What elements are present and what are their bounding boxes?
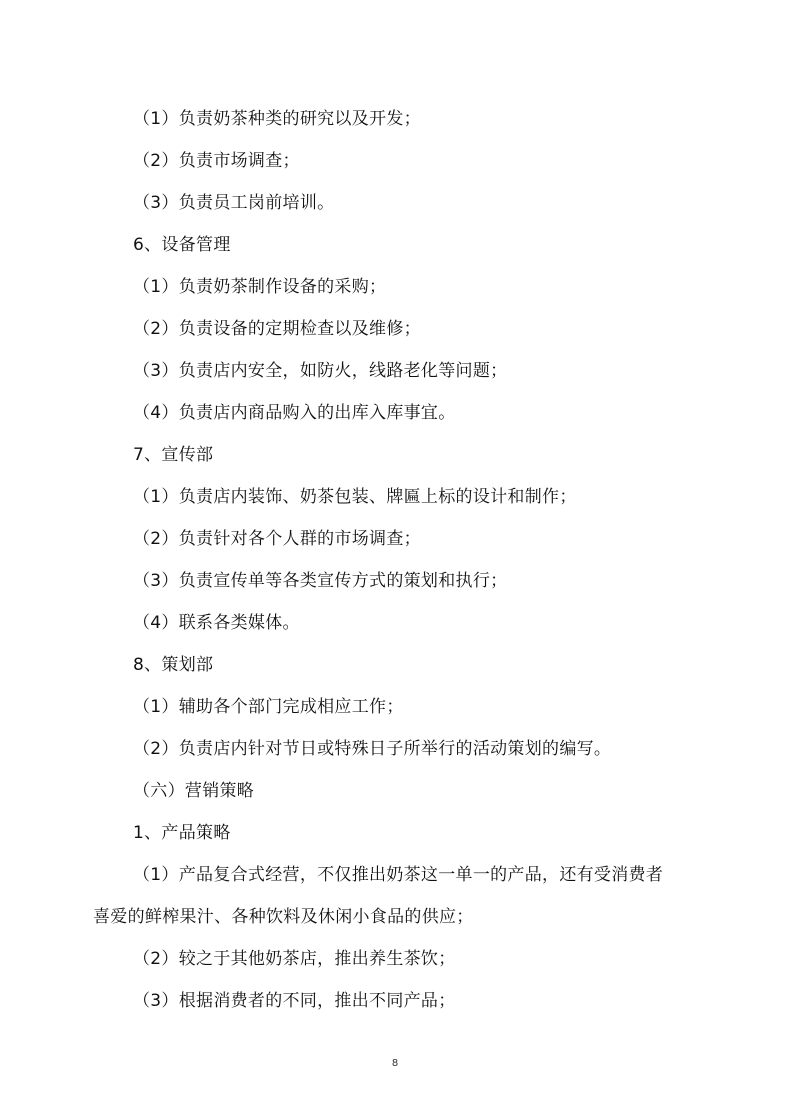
section-heading: 8、策划部 [133, 655, 214, 675]
list-item: （1）负责店内装饰、奶茶包装、牌匾上标的设计和制作； [133, 487, 577, 507]
list-item-continuation: 喜爱的鲜榨果汁、各种饮料及休闲小食品的供应； [93, 907, 474, 927]
chapter-heading: （六）营销策略 [133, 781, 255, 801]
list-item: （4）负责店内商品购入的出库入库事宜。 [133, 403, 456, 423]
list-item: （3）负责店内安全，如防火，线路老化等问题； [133, 361, 508, 381]
section-heading: 6、设备管理 [133, 235, 231, 255]
list-item: （2）负责针对各个人群的市场调查； [133, 529, 421, 549]
list-item: （2）较之于其他奶茶店，推出养生茶饮； [133, 949, 456, 969]
list-item: （1）负责奶茶种类的研究以及开发； [133, 109, 421, 129]
list-item: （4）联系各类媒体。 [133, 613, 300, 633]
list-item: （2）负责设备的定期检查以及维修； [133, 319, 421, 339]
list-item: （3）负责员工岗前培训。 [133, 193, 335, 213]
list-item: （1）负责奶茶制作设备的采购； [133, 277, 387, 297]
list-item: （3）根据消费者的不同，推出不同产品； [133, 991, 456, 1011]
list-item: （1）产品复合式经营，不仅推出奶茶这一单一的产品，还有受消费者 [133, 865, 664, 885]
section-heading: 1、产品策略 [133, 823, 231, 843]
list-item: （3）负责宣传单等各类宣传方式的策划和执行； [133, 571, 508, 591]
list-item: （1）辅助各个部门完成相应工作； [133, 697, 404, 717]
page-number: 8 [391, 1058, 399, 1069]
list-item: （2）负责店内针对节日或特殊日子所举行的活动策划的编写。 [133, 739, 612, 759]
section-heading: 7、宣传部 [133, 445, 214, 465]
list-item: （2）负责市场调查； [133, 151, 300, 171]
document-body [93, 98, 703, 1022]
